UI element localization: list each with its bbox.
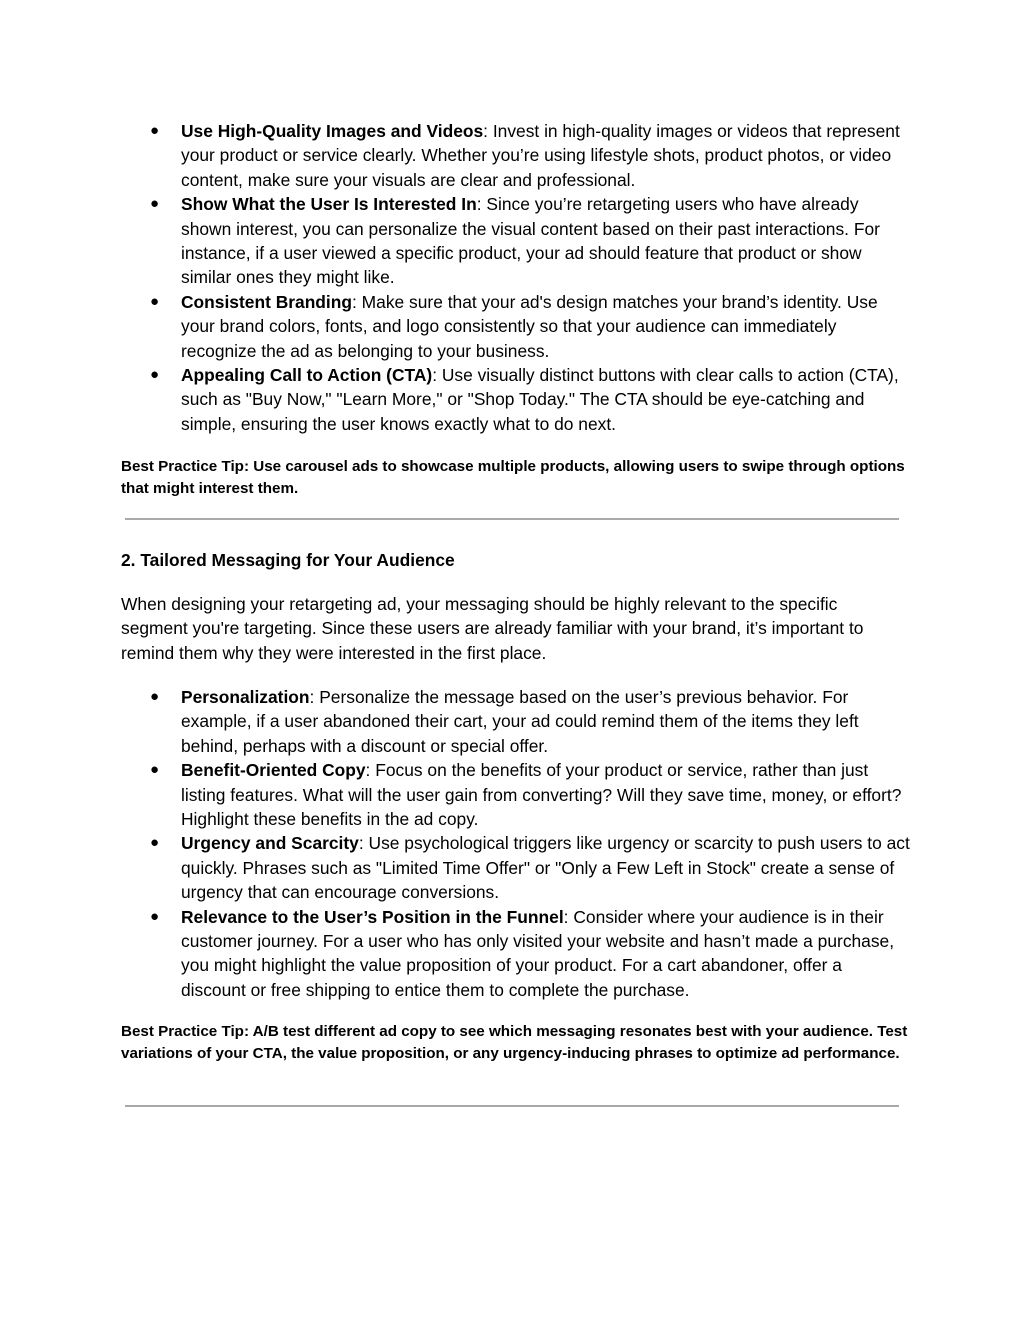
- best-practice-tip: Best Practice Tip: Use carousel ads to showcase multiple products, allowing users to swipe through options that might interest them.: [121, 458, 905, 498]
- list-item: [150, 192, 910, 290]
- bullet-icon: ●: [150, 907, 160, 925]
- list-item-term: Appealing Call to Action (CTA): [181, 365, 433, 386]
- list-item-text: : Since you’re retargeting users who have already shown interest, you can personalize the visual content based on their past interactions. For instance, if a user viewed a specific product, your ad should feature that product or show similar ones they might like.: [181, 194, 880, 288]
- list-item-term: Personalization: [181, 687, 310, 707]
- list-item: [150, 119, 910, 192]
- section-divider: [125, 518, 899, 520]
- bullet-icon: ●: [150, 688, 160, 705]
- list-item-term: Benefit-Oriented Copy: [181, 760, 366, 781]
- section-heading: 2. Tailored Messaging for Your Audience: [121, 550, 455, 570]
- list-item-text: : Invest in high-quality images or videos that represent your product or service clearly. Whether you’re using lifestyle shots, product photos, or video content, make sure your visuals are clear and professional.: [181, 121, 900, 190]
- list-item: [150, 290, 910, 363]
- list-item-text: : Personalize the message based on the user’s previous behavior. For example, if a user abandoned their cart, your ad could remind them of the items they left behind, perhaps with a discount or special offer.: [181, 687, 859, 756]
- list-item: [150, 831, 910, 904]
- list-item-text: : Focus on the benefits of your product or service, rather than just listing features. What will the user gain from converting? Will they save time, money, or effort? Highlight these benefits in the ad copy.: [181, 760, 902, 830]
- bullet-icon: ●: [150, 834, 160, 852]
- list-item-term: Use High-Quality Images and Videos: [181, 121, 484, 141]
- list-item-term: Show What the User Is Interested In: [181, 194, 477, 215]
- list-item-text: : Use visually distinct buttons with clear calls to action (CTA), such as "Buy Now," "Learn More," or "Shop Today." The CTA should be eye-catching and simple, ensuring the user knows exactly what to do next.: [181, 365, 899, 434]
- list-item: [150, 905, 910, 1003]
- intro-paragraph: When designing your retargeting ad, your messaging should be highly relevant to the specific segment you're targeting. Since these users are already familiar with your brand, it’s important to remind them why they were interested in the first place.: [121, 594, 864, 663]
- bullet-icon: ●: [150, 195, 160, 213]
- best-practice-tip: Best Practice Tip: A/B test different ad copy to see which messaging resonates best with your audience. Test variations of your CTA, the value proposition, or any urgency-inducing phrases to optimize ad performance.: [121, 1023, 908, 1063]
- list-item: [150, 685, 910, 758]
- list-item: [150, 758, 910, 831]
- bullet-icon: ●: [150, 292, 160, 310]
- list-item-text: : Make sure that your ad's design matches your brand’s identity. Use your brand colors, fonts, and logo consistently so that your audience can immediately recognize the ad as belonging to your business.: [181, 291, 878, 361]
- list-item-term: Relevance to the User’s Position in the Funnel: [181, 906, 564, 927]
- visual-tips-list: [150, 119, 910, 436]
- bullet-icon: ●: [150, 761, 160, 779]
- list-item-term: Urgency and Scarcity: [181, 833, 359, 854]
- list-item-text: : Use psychological triggers like urgency or scarcity to push users to act quickly. Phrases such as "Limited Time Offer" or "Only a Few Left in Stock" create a sense of urgency that can encourage conversions.: [181, 833, 910, 903]
- list-item-text: : Consider where your audience is in their customer journey. For a user who has only visited your website and hasn’t made a purchase, you might highlight the value proposition of your product. For a cart abandoner, offer a discount or free shipping to entice them to complete the purchase.: [181, 906, 895, 1000]
- section-divider: [125, 1105, 899, 1107]
- messaging-tips-list: [150, 685, 910, 1002]
- bullet-icon: ●: [150, 366, 160, 384]
- list-item: [150, 363, 910, 436]
- list-item-term: Consistent Branding: [181, 291, 353, 312]
- bullet-icon: ●: [150, 122, 160, 139]
